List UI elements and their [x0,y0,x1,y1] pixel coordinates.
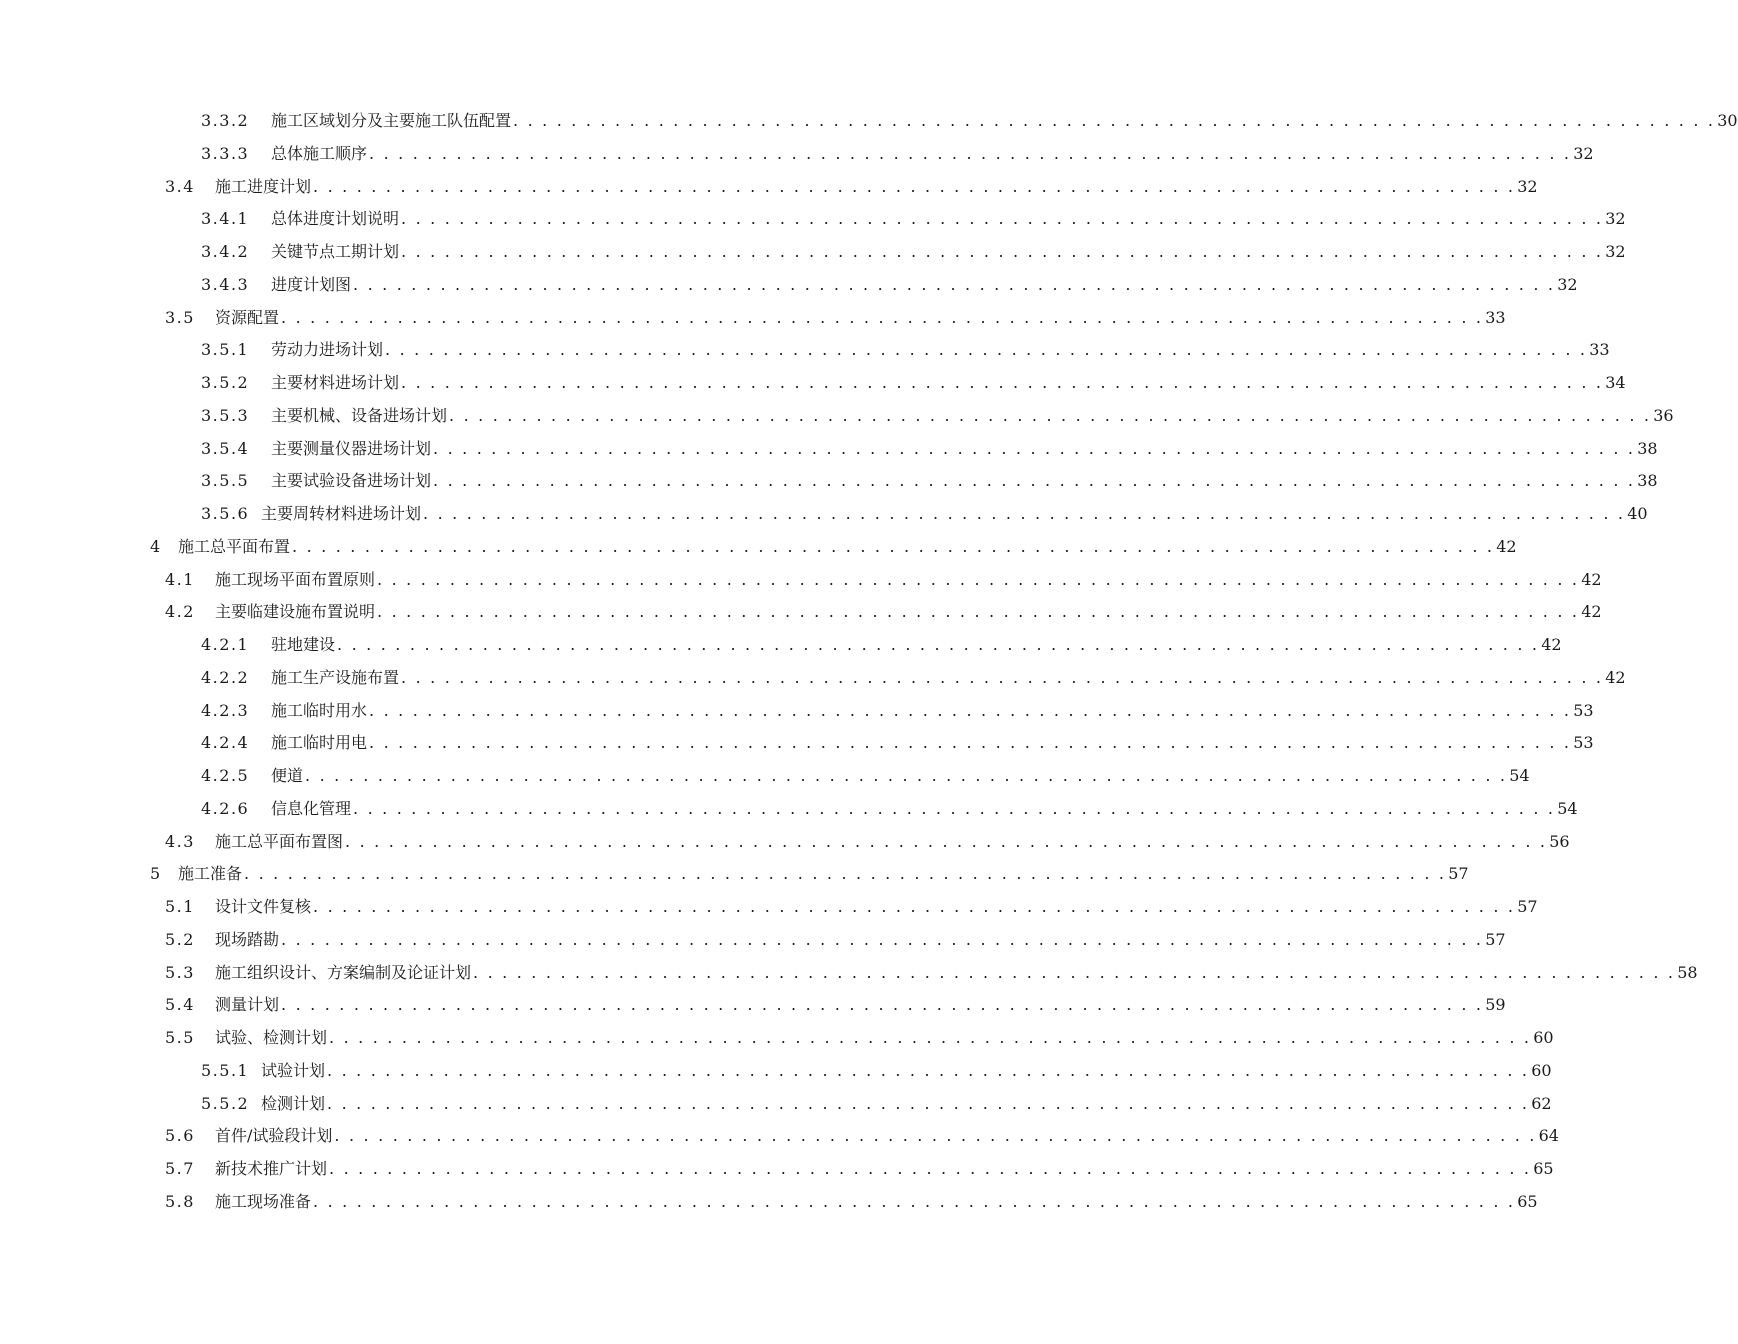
toc-entry-number: 3.4 [165,176,195,196]
toc-entry[interactable] [165,956,1698,989]
toc-entry[interactable] [150,530,1517,563]
toc-dot-leader: . . . . . . . . . . . . . . . . . . . . . . . . . . . . . . . . . . . . . . . . . . . . . . . . . . . . . . . . . . . . . . . . . . . . . . . . . . . . . . . . . . . [401,373,1604,392]
toc-entry-number: 3.5.2 [201,373,250,392]
toc-dot-leader: . . . . . . . . . . . . . . . . . . . . . . . . . . . . . . . . . . . . . . . . . . . . . . . . . . . . . . . . . . . . . . . . . . . . . . . . . . . . . . . . . . . [334,1126,1537,1146]
toc-entry-page-number: 64 [1538,1126,1559,1146]
toc-dot-leader: . . . . . . . . . . . . . . . . . . . . . . . . . . . . . . . . . . . . . . . . . . . . . . . . . . . . . . . . . . . . . . . . . . . . . . . . . . . . . . . . . . . [513,111,1716,130]
toc-entry[interactable] [165,1152,1554,1185]
toc-dot-leader: . . . . . . . . . . . . . . . . . . . . . . . . . . . . . . . . . . . . . . . . . . . . . . . . . . . . . . . . . . . . . . . . . . . . . . . . . . . . . . . . . . . [401,242,1604,261]
toc-entry-title: 新技术推广计划 [215,1159,328,1178]
toc-dot-leader: . . . . . . . . . . . . . . . . . . . . . . . . . . . . . . . . . . . . . . . . . . . . . . . . . . . . . . . . . . . . . . . . . . . . . . . . . . . . . . . . . . . [281,995,1484,1015]
toc-entry-page-number: 56 [1549,831,1570,851]
toc-entry[interactable] [165,923,1506,956]
toc-dot-leader: . . . . . . . . . . . . . . . . . . . . . . . . . . . . . . . . . . . . . . . . . . . . . . . . . . . . . . . . . . . . . . . . . . . . . . . . . . . . . . . . . . . [473,962,1676,982]
toc-entry-number: 4.2.4 [201,733,250,753]
toc-entry-number: 3.4.2 [201,242,250,261]
toc-entry-page-number: 34 [1605,373,1626,392]
toc-entry-title: 信息化管理 [271,798,352,818]
toc-entry-title: 施工组织设计、方案编制及论证计划 [215,962,472,982]
toc-entry-page-number: 40 [1627,504,1648,523]
toc-entry[interactable] [150,857,1469,890]
toc-entry-number: 3.5.1 [201,340,250,360]
toc-entry[interactable] [201,661,1626,694]
toc-entry[interactable] [201,137,1594,170]
toc-entry[interactable] [201,399,1674,432]
toc-entry[interactable] [201,792,1578,825]
toc-dot-leader: . . . . . . . . . . . . . . . . . . . . . . . . . . . . . . . . . . . . . . . . . . . . . . . . . . . . . . . . . . . . . . . . . . . . . . . . . . . . . . . . . . . [327,1093,1530,1113]
toc-dot-leader: . . . . . . . . . . . . . . . . . . . . . . . . . . . . . . . . . . . . . . . . . . . . . . . . . . . . . . . . . . . . . . . . . . . . . . . . . . . . . . . . . . . [337,635,1540,654]
toc-entry-title: 施工准备 [178,864,243,884]
toc-entry-number: 5.7 [165,1159,195,1178]
toc-entry[interactable] [201,464,1658,497]
toc-entry-number: 4.2.3 [201,700,250,720]
toc-entry-page-number: 32 [1573,143,1594,163]
toc-entry-number: 4.2.5 [201,766,250,785]
toc-dot-leader: . . . . . . . . . . . . . . . . . . . . . . . . . . . . . . . . . . . . . . . . . . . . . . . . . . . . . . . . . . . . . . . . . . . . . . . . . . . . . . . . . . . [329,1159,1532,1178]
toc-dot-leader: . . . . . . . . . . . . . . . . . . . . . . . . . . . . . . . . . . . . . . . . . . . . . . . . . . . . . . . . . . . . . . . . . . . . . . . . . . . . . . . . . . . [281,929,1484,949]
toc-dot-leader: . . . . . . . . . . . . . . . . . . . . . . . . . . . . . . . . . . . . . . . . . . . . . . . . . . . . . . . . . . . . . . . . . . . . . . . . . . . . . . . . . . . [292,536,1495,556]
toc-entry-number: 3.3.2 [201,111,250,130]
toc-dot-leader: . . . . . . . . . . . . . . . . . . . . . . . . . . . . . . . . . . . . . . . . . . . . . . . . . . . . . . . . . . . . . . . . . . . . . . . . . . . . . . . . . . . [345,831,1548,851]
toc-entry[interactable] [165,890,1538,923]
toc-entry-page-number: 30 [1717,111,1738,130]
toc-entry-page-number: 65 [1533,1159,1554,1178]
toc-dot-leader: . . . . . . . . . . . . . . . . . . . . . . . . . . . . . . . . . . . . . . . . . . . . . . . . . . . . . . . . . . . . . . . . . . . . . . . . . . . . . . . . . . . [313,897,1516,916]
toc-dot-leader: . . . . . . . . . . . . . . . . . . . . . . . . . . . . . . . . . . . . . . . . . . . . . . . . . . . . . . . . . . . . . . . . . . . . . . . . . . . . . . . . . . . [305,766,1508,785]
toc-entry-title: 检测计划 [261,1093,326,1113]
toc-entry-title: 施工区域划分及主要施工队伍配置 [271,111,512,130]
toc-entry-page-number: 54 [1509,766,1530,785]
toc-entry[interactable] [165,563,1602,596]
toc-entry-page-number: 38 [1637,471,1658,491]
toc-entry[interactable] [201,202,1626,235]
toc-entry-title: 施工总平面布置图 [215,831,344,851]
toc-entry-number: 3.5.3 [201,405,250,425]
toc-entry-title: 测量计划 [215,995,280,1015]
toc-entry-page-number: 65 [1517,1191,1538,1211]
toc-entry-number: 4.2.1 [201,635,250,654]
toc-entry-title: 现场踏勘 [215,929,280,949]
toc-entry-number: 5.6 [165,1126,195,1146]
toc-entry-title: 施工现场准备 [215,1191,312,1211]
toc-entry[interactable] [165,825,1570,858]
toc-entry[interactable] [201,268,1578,301]
toc-entry-number: 4.1 [165,569,195,589]
toc-entry[interactable] [201,497,1648,530]
toc-entry-page-number: 32 [1557,274,1578,294]
toc-entry-number: 4.2.2 [201,667,250,687]
toc-dot-leader: . . . . . . . . . . . . . . . . . . . . . . . . . . . . . . . . . . . . . . . . . . . . . . . . . . . . . . . . . . . . . . . . . . . . . . . . . . . . . . . . . . . [369,700,1572,720]
toc-entry-number: 5.3 [165,962,195,982]
toc-entry-page-number: 57 [1485,929,1506,949]
toc-entry-number: 3.4.1 [201,209,250,229]
toc-dot-leader: . . . . . . . . . . . . . . . . . . . . . . . . . . . . . . . . . . . . . . . . . . . . . . . . . . . . . . . . . . . . . . . . . . . . . . . . . . . . . . . . . . . [401,667,1604,687]
toc-dot-leader: . . . . . . . . . . . . . . . . . . . . . . . . . . . . . . . . . . . . . . . . . . . . . . . . . . . . . . . . . . . . . . . . . . . . . . . . . . . . . . . . . . . [313,1191,1516,1211]
toc-entry[interactable] [165,988,1506,1021]
toc-dot-leader: . . . . . . . . . . . . . . . . . . . . . . . . . . . . . . . . . . . . . . . . . . . . . . . . . . . . . . . . . . . . . . . . . . . . . . . . . . . . . . . . . . . [433,471,1636,491]
toc-entry-title: 设计文件复核 [215,897,312,916]
toc-entry-number: 3.5.4 [201,438,250,458]
toc-dot-leader: . . . . . . . . . . . . . . . . . . . . . . . . . . . . . . . . . . . . . . . . . . . . . . . . . . . . . . . . . . . . . . . . . . . . . . . . . . . . . . . . . . . [423,504,1626,523]
toc-entry-title: 总体进度计划说明 [271,209,400,229]
toc-entry-title: 主要材料进场计划 [271,373,400,392]
toc-dot-leader: . . . . . . . . . . . . . . . . . . . . . . . . . . . . . . . . . . . . . . . . . . . . . . . . . . . . . . . . . . . . . . . . . . . . . . . . . . . . . . . . . . . [244,864,1447,884]
toc-dot-leader: . . . . . . . . . . . . . . . . . . . . . . . . . . . . . . . . . . . . . . . . . . . . . . . . . . . . . . . . . . . . . . . . . . . . . . . . . . . . . . . . . . . [353,274,1556,294]
toc-entry-page-number: 53 [1573,733,1594,753]
toc-dot-leader: . . . . . . . . . . . . . . . . . . . . . . . . . . . . . . . . . . . . . . . . . . . . . . . . . . . . . . . . . . . . . . . . . . . . . . . . . . . . . . . . . . . [353,798,1556,818]
toc-entry[interactable] [165,1185,1538,1218]
toc-entry-page-number: 32 [1517,176,1538,196]
toc-dot-leader: . . . . . . . . . . . . . . . . . . . . . . . . . . . . . . . . . . . . . . . . . . . . . . . . . . . . . . . . . . . . . . . . . . . . . . . . . . . . . . . . . . . [449,405,1652,425]
toc-entry-title: 进度计划图 [271,274,352,294]
toc-entry-title: 施工总平面布置 [178,536,291,556]
toc-entry-title: 关键节点工期计划 [271,242,400,261]
toc-entry-title: 劳动力进场计划 [271,340,384,360]
toc-entry-number: 3.3.3 [201,143,250,163]
toc-entry-title: 主要机械、设备进场计划 [271,405,448,425]
toc-entry-title: 施工生产设施布置 [271,667,400,687]
toc-entry-title: 主要试验设备进场计划 [271,471,432,491]
toc-dot-leader: . . . . . . . . . . . . . . . . . . . . . . . . . . . . . . . . . . . . . . . . . . . . . . . . . . . . . . . . . . . . . . . . . . . . . . . . . . . . . . . . . . . [281,307,1484,327]
toc-entry[interactable] [201,1087,1552,1120]
toc-entry-title: 驻地建设 [271,635,336,654]
toc-entry-number: 5.5 [165,1028,195,1047]
toc-entry-page-number: 33 [1485,307,1506,327]
toc-dot-leader: . . . . . . . . . . . . . . . . . . . . . . . . . . . . . . . . . . . . . . . . . . . . . . . . . . . . . . . . . . . . . . . . . . . . . . . . . . . . . . . . . . . [401,209,1604,229]
toc-entry-page-number: 62 [1531,1093,1552,1113]
toc-entry-number: 5 [150,864,162,884]
toc-entry[interactable] [165,170,1538,203]
toc-entry[interactable] [165,1119,1559,1152]
toc-entry-page-number: 60 [1533,1028,1554,1047]
toc-entry-page-number: 36 [1653,405,1674,425]
toc-entry-number: 5.8 [165,1191,195,1211]
toc-entry-number: 5.1 [165,897,195,916]
toc-entry[interactable] [201,1054,1552,1087]
toc-entry-number: 5.2 [165,929,195,949]
toc-entry-page-number: 59 [1485,995,1506,1015]
toc-entry[interactable] [201,235,1626,268]
toc-entry-number: 3.5 [165,307,195,327]
toc-dot-leader: . . . . . . . . . . . . . . . . . . . . . . . . . . . . . . . . . . . . . . . . . . . . . . . . . . . . . . . . . . . . . . . . . . . . . . . . . . . . . . . . . . . [385,340,1588,360]
toc-entry-page-number: 33 [1589,340,1610,360]
toc-entry[interactable] [201,726,1594,759]
toc-dot-leader: . . . . . . . . . . . . . . . . . . . . . . . . . . . . . . . . . . . . . . . . . . . . . . . . . . . . . . . . . . . . . . . . . . . . . . . . . . . . . . . . . . . [377,602,1580,622]
toc-dot-leader: . . . . . . . . . . . . . . . . . . . . . . . . . . . . . . . . . . . . . . . . . . . . . . . . . . . . . . . . . . . . . . . . . . . . . . . . . . . . . . . . . . . [369,143,1572,163]
toc-entry-number: 3.5.6 [201,504,250,523]
toc-entry[interactable] [201,694,1594,727]
toc-entry-page-number: 42 [1605,667,1626,687]
toc-entry-page-number: 42 [1541,635,1562,654]
toc-entry-title: 总体施工顺序 [271,143,368,163]
toc-entry-page-number: 57 [1448,864,1469,884]
toc-entry-number: 3.4.3 [201,274,250,294]
toc-entry[interactable] [201,628,1562,661]
toc-entry-page-number: 57 [1517,897,1538,916]
toc-dot-leader: . . . . . . . . . . . . . . . . . . . . . . . . . . . . . . . . . . . . . . . . . . . . . . . . . . . . . . . . . . . . . . . . . . . . . . . . . . . . . . . . . . . [377,569,1580,589]
toc-entry-page-number: 42 [1496,536,1517,556]
toc-entry-title: 施工临时用电 [271,733,368,753]
toc-entry-page-number: 53 [1573,700,1594,720]
toc-entry-number: 4.2 [165,602,195,622]
toc-entry-page-number: 32 [1605,242,1626,261]
toc-entry-number: 4.3 [165,831,195,851]
toc-entry-page-number: 32 [1605,209,1626,229]
toc-dot-leader: . . . . . . . . . . . . . . . . . . . . . . . . . . . . . . . . . . . . . . . . . . . . . . . . . . . . . . . . . . . . . . . . . . . . . . . . . . . . . . . . . . . [433,438,1636,458]
toc-entry-number: 5.5.2 [201,1093,250,1113]
toc-entry-title: 资源配置 [215,307,280,327]
toc-entry[interactable] [201,432,1658,465]
toc-entry-page-number: 54 [1557,798,1578,818]
toc-entry[interactable] [201,333,1610,366]
toc-entry-title: 试验、检测计划 [215,1028,328,1047]
toc-entry-title: 首件/试验段计划 [215,1126,333,1146]
toc-entry-page-number: 42 [1581,569,1602,589]
toc-entry[interactable] [201,104,1738,137]
toc-entry-title: 便道 [271,766,304,785]
toc-entry-title: 施工现场平面布置原则 [215,569,376,589]
toc-dot-leader: . . . . . . . . . . . . . . . . . . . . . . . . . . . . . . . . . . . . . . . . . . . . . . . . . . . . . . . . . . . . . . . . . . . . . . . . . . . . . . . . . . . [327,1060,1530,1080]
toc-entry[interactable] [165,1021,1554,1054]
toc-dot-leader: . . . . . . . . . . . . . . . . . . . . . . . . . . . . . . . . . . . . . . . . . . . . . . . . . . . . . . . . . . . . . . . . . . . . . . . . . . . . . . . . . . . [329,1028,1532,1047]
toc-dot-leader: . . . . . . . . . . . . . . . . . . . . . . . . . . . . . . . . . . . . . . . . . . . . . . . . . . . . . . . . . . . . . . . . . . . . . . . . . . . . . . . . . . . [313,176,1516,196]
toc-entry-page-number: 42 [1581,602,1602,622]
toc-entry-title: 施工临时用水 [271,700,368,720]
toc-entry-page-number: 60 [1531,1060,1552,1080]
toc-entry-page-number: 38 [1637,438,1658,458]
toc-entry-number: 5.5.1 [201,1060,250,1080]
toc-entry-number: 5.4 [165,995,195,1015]
toc-entry[interactable] [165,301,1506,334]
toc-entry-page-number: 58 [1677,962,1698,982]
toc-entry-title: 试验计划 [261,1060,326,1080]
toc-entry[interactable] [201,366,1626,399]
toc-dot-leader: . . . . . . . . . . . . . . . . . . . . . . . . . . . . . . . . . . . . . . . . . . . . . . . . . . . . . . . . . . . . . . . . . . . . . . . . . . . . . . . . . . . [369,733,1572,753]
toc-entry-number: 3.5.5 [201,471,250,491]
toc-entry-title: 主要测量仪器进场计划 [271,438,432,458]
toc-entry-number: 4 [150,536,162,556]
toc-entry-title: 主要临建设施布置说明 [215,602,376,622]
toc-entry-number: 4.2.6 [201,798,250,818]
toc-entry[interactable] [201,759,1530,792]
toc-entry-title: 施工进度计划 [215,176,312,196]
toc-entry-title: 主要周转材料进场计划 [261,504,422,523]
toc-entry[interactable] [165,595,1602,628]
